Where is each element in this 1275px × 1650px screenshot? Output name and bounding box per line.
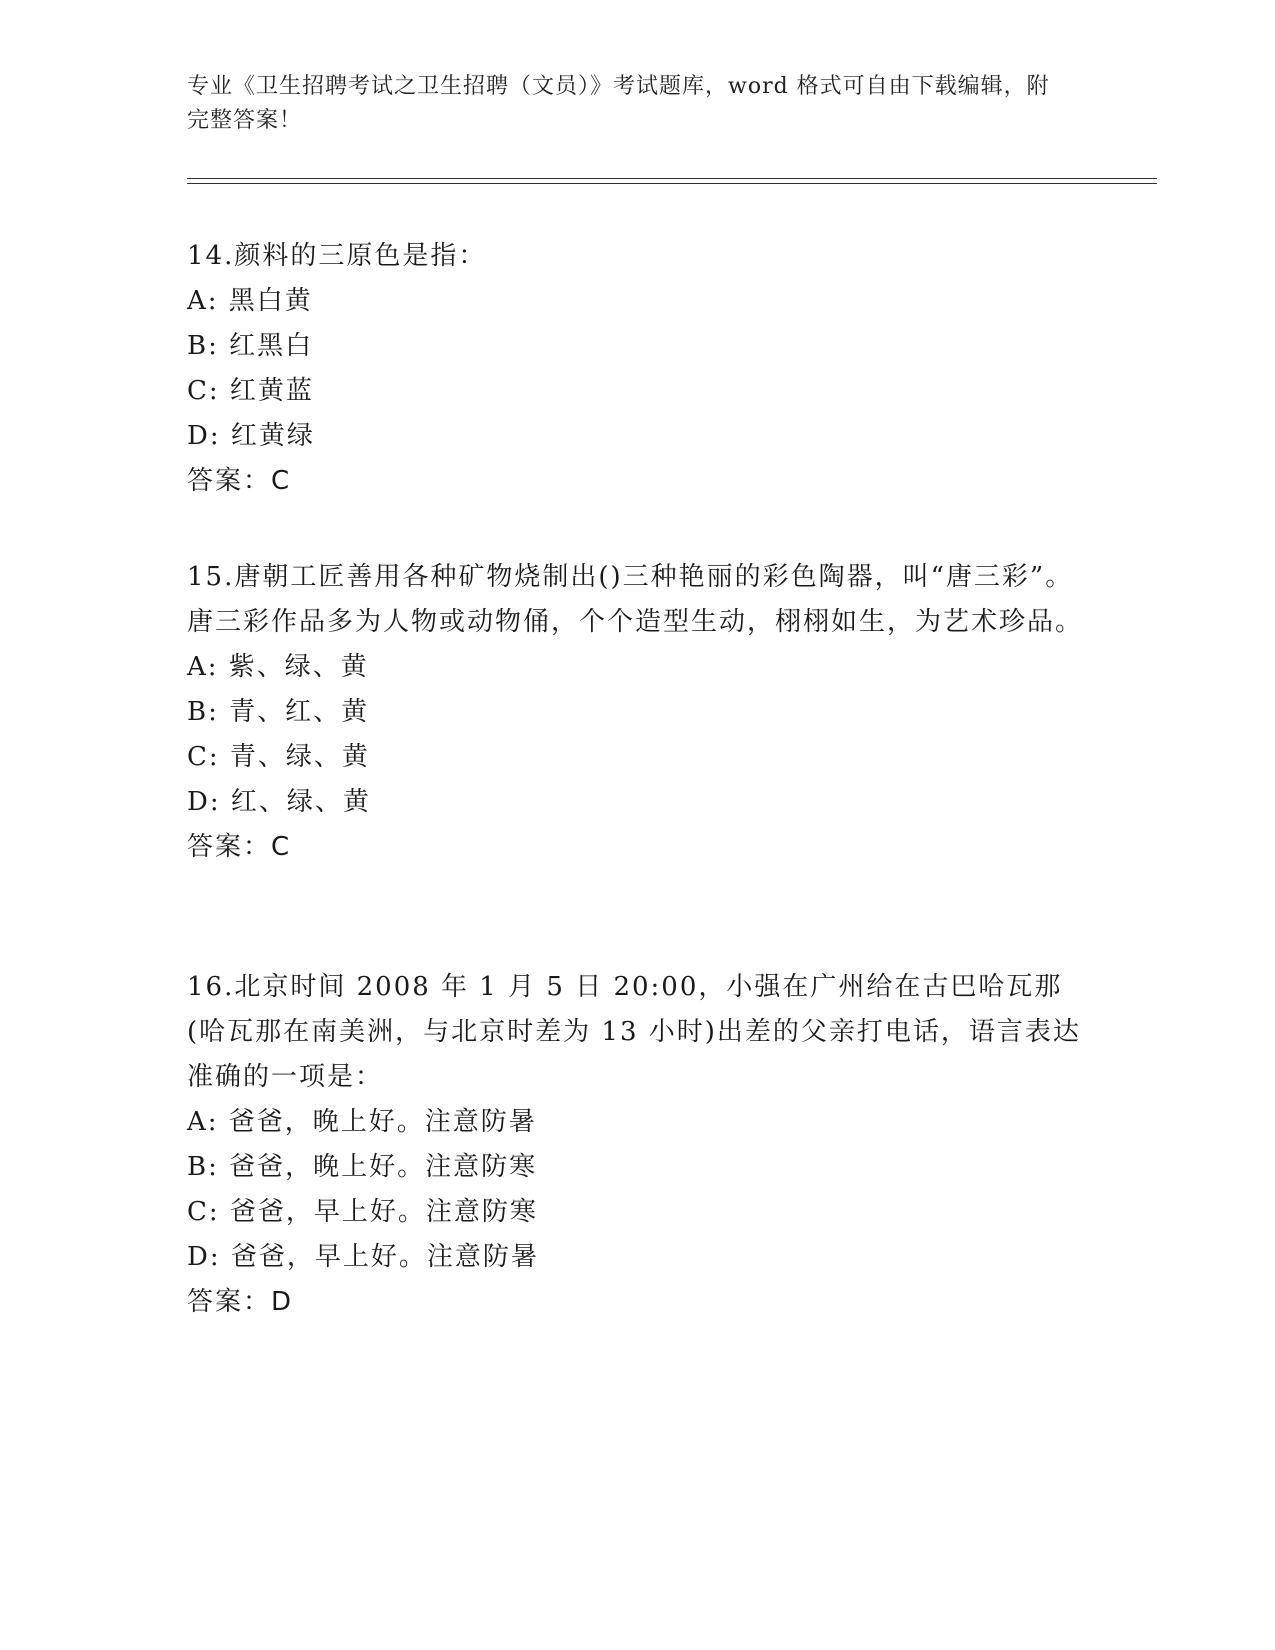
option-c: C: 红黄蓝 bbox=[187, 376, 314, 406]
question-text: 15.唐朝工匠善用各种矿物烧制出()三种艳丽的彩色陶器，叫“唐三彩”。唐三彩作品多为人物或动物俑，个个造型生动，栩栩如生，为艺术珍品。 bbox=[187, 562, 1084, 637]
answer-line: 答案：C bbox=[187, 466, 292, 496]
option-b: B: 红黑白 bbox=[187, 331, 314, 361]
option-a: A: 爸爸，晚上好。注意防暑 bbox=[187, 1107, 537, 1137]
header-divider-bottom bbox=[187, 183, 1157, 184]
question-14 bbox=[187, 234, 1087, 504]
question-text: 16.北京时间 2008 年 1 月 5 日 20:00，小强在广州给在古巴哈瓦那(哈瓦那在南美洲，与北京时差为 13 小时)出差的父亲打电话，语言表达准确的一项是： bbox=[187, 972, 1081, 1092]
answer-line: 答案：D bbox=[187, 1287, 294, 1317]
header-divider-top bbox=[187, 178, 1157, 179]
question-15 bbox=[187, 555, 1087, 870]
option-d: D: 红黄绿 bbox=[187, 421, 315, 451]
option-b: B: 爸爸，晚上好。注意防寒 bbox=[187, 1152, 538, 1182]
answer-line: 答案：C bbox=[187, 832, 292, 862]
option-a: A: 黑白黄 bbox=[187, 286, 313, 316]
option-c: C: 青、绿、黄 bbox=[187, 742, 370, 772]
option-b: B: 青、红、黄 bbox=[187, 697, 370, 727]
question-16 bbox=[187, 965, 1087, 1325]
option-d: D: 红、绿、黄 bbox=[187, 787, 371, 817]
option-c: C: 爸爸，早上好。注意防寒 bbox=[187, 1197, 538, 1227]
option-d: D: 爸爸，早上好。注意防暑 bbox=[187, 1242, 539, 1272]
option-a: A: 紫、绿、黄 bbox=[187, 652, 369, 682]
document-header: 专业《卫生招聘考试之卫生招聘（文员）》考试题库，word 格式可自由下载编辑，附完整答案！ bbox=[187, 74, 1050, 133]
question-text: 14.颜料的三原色是指： bbox=[187, 241, 487, 271]
